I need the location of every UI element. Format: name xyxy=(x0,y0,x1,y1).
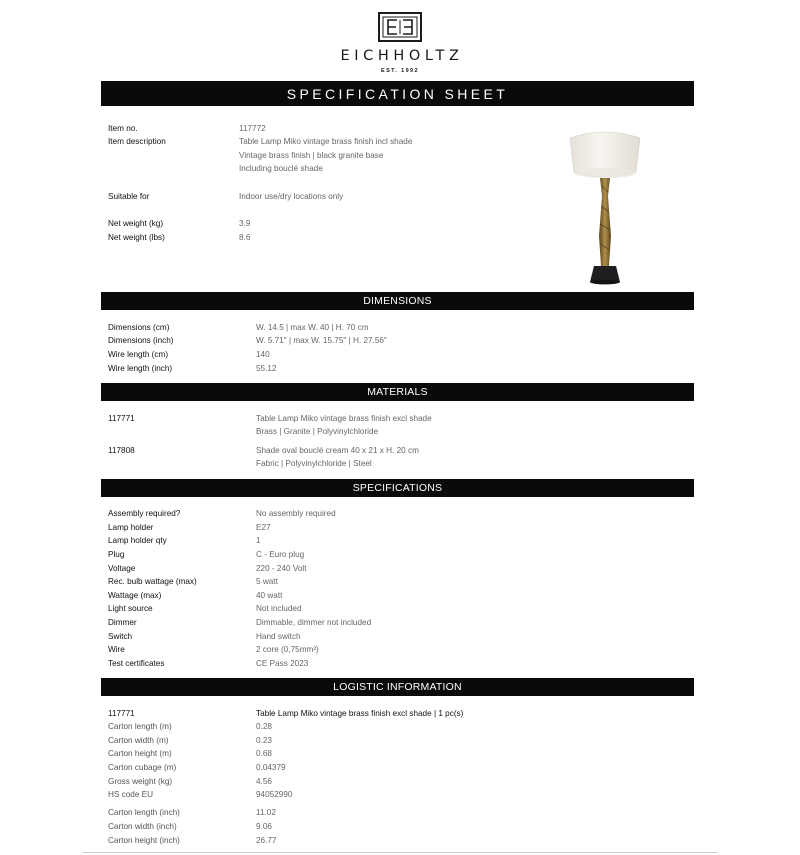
spec-label: Wire xyxy=(108,645,125,654)
general-label: Net weight (kg) xyxy=(108,219,164,228)
logistic-label: Carton length (m) xyxy=(108,722,172,731)
spec-label: Lamp holder xyxy=(108,523,154,532)
specifications-title: SPECIFICATIONS xyxy=(352,482,443,494)
spec-label: Light source xyxy=(108,604,153,613)
logistic-header xyxy=(101,678,694,696)
logistic-label: Carton height (m) xyxy=(108,749,172,758)
dimension-value: W. 5.71" | max W. 15.75" | H. 27.56" xyxy=(256,336,387,345)
dimensions-header xyxy=(101,292,694,310)
spec-value: 2 core (0,75mm²) xyxy=(256,645,319,654)
dimension-value: W. 14.5 | max W. 40 | H. 70 cm xyxy=(256,323,369,332)
logistic-value: 4.56 xyxy=(256,777,272,786)
spec-value: No assembly required xyxy=(256,509,336,518)
general-value: 3.9 xyxy=(239,219,251,228)
general-value: Indoor use/dry locations only xyxy=(239,192,344,201)
logistic-value: 94052990 xyxy=(256,790,293,799)
spec-label: Assembly required? xyxy=(108,509,181,518)
spec-label: Plug xyxy=(108,550,125,559)
spec-label: Lamp holder qty xyxy=(108,536,167,545)
spec-value: 220 - 240 Volt xyxy=(256,564,307,573)
spec-value: Dimmable, dimmer not included xyxy=(256,618,372,627)
logistic-label: Gross weight (kg) xyxy=(108,777,173,786)
brand-established: EST. 1992 xyxy=(381,68,419,74)
material-detail: Fabric | Polyvinylchloride | Steel xyxy=(256,459,372,468)
sheet-title-banner xyxy=(101,81,694,106)
brand-logo xyxy=(0,12,800,74)
logistic-value: 26.77 xyxy=(256,836,277,845)
spec-value: 5 watt xyxy=(256,577,278,586)
material-name: Table Lamp Miko vintage brass finish excl shade xyxy=(256,414,432,423)
general-value: Vintage brass finish | black granite base xyxy=(239,151,384,160)
dimension-value: 55.12 xyxy=(256,364,277,373)
spec-value: E27 xyxy=(256,523,271,532)
general-label: Suitable for xyxy=(108,192,150,201)
general-label: Item no. xyxy=(108,124,138,133)
dimension-label: Wire length (cm) xyxy=(108,350,169,359)
general-value: 8.6 xyxy=(239,233,251,242)
logistic-label: Carton width (inch) xyxy=(108,822,177,831)
logistic-item-name: Table Lamp Miko vintage brass finish excl shade | 1 pc(s) xyxy=(256,709,464,718)
general-value: Table Lamp Miko vintage brass finish incl shade xyxy=(239,137,413,146)
logistic-value: 9.06 xyxy=(256,822,272,831)
spec-value: C - Euro plug xyxy=(256,550,305,559)
spec-value: Hand switch xyxy=(256,632,301,641)
page-bottom-rule xyxy=(82,852,718,853)
material-code: 117808 xyxy=(108,446,135,455)
spec-label: Dimmer xyxy=(108,618,137,627)
dimension-label: Wire length (inch) xyxy=(108,364,173,373)
material-code: 117771 xyxy=(108,414,135,423)
table-lamp-icon xyxy=(560,126,650,288)
logistic-value: 0.04379 xyxy=(256,763,286,772)
material-name: Shade oval bouclé cream 40 x 21 x H. 20 cm xyxy=(256,446,419,455)
material-detail: Brass | Granite | Polyvinylchloride xyxy=(256,427,379,436)
spec-value: 1 xyxy=(256,536,261,545)
dimension-label: Dimensions (inch) xyxy=(108,336,174,345)
logistic-label: Carton width (m) xyxy=(108,736,169,745)
spec-label: Voltage xyxy=(108,564,136,573)
spec-value: Not included xyxy=(256,604,302,613)
logistic-label: HS code EU xyxy=(108,790,154,799)
general-label: Net weight (lbs) xyxy=(108,233,165,242)
spec-label: Wattage (max) xyxy=(108,591,162,600)
spec-value: CE Pass 2023 xyxy=(256,659,309,668)
sheet-title: SPECIFICATION SHEET xyxy=(286,85,509,102)
general-value: 117772 xyxy=(239,124,266,133)
logistic-label: Carton height (inch) xyxy=(108,836,180,845)
spec-label: Test certificates xyxy=(108,659,165,668)
dimension-value: 140 xyxy=(256,350,270,359)
logistic-value: 11.02 xyxy=(256,808,276,817)
logistic-label: Carton length (inch) xyxy=(108,808,180,817)
spec-label: Rec. bulb wattage (max) xyxy=(108,577,197,586)
materials-title: MATERIALS xyxy=(367,386,428,398)
logistic-value: 0.23 xyxy=(256,736,272,745)
logistic-label: Carton cubage (m) xyxy=(108,763,177,772)
spec-label: Switch xyxy=(108,632,133,641)
dimensions-title: DIMENSIONS xyxy=(363,295,432,307)
materials-header xyxy=(101,383,694,401)
general-label: Item description xyxy=(108,137,166,146)
dimension-label: Dimensions (cm) xyxy=(108,323,170,332)
logistic-title: LOGISTIC INFORMATION xyxy=(333,681,462,693)
general-value: Including bouclé shade xyxy=(239,164,323,173)
logistic-value: 0.68 xyxy=(256,749,272,758)
logistic-value: 0.28 xyxy=(256,722,272,731)
eichholtz-monogram-icon xyxy=(378,12,422,42)
specifications-header xyxy=(101,479,694,497)
spec-value: 40 watt xyxy=(256,591,283,600)
brand-name: EICHHOLTZ xyxy=(340,48,464,64)
logistic-item-code: 117771 xyxy=(108,709,135,718)
